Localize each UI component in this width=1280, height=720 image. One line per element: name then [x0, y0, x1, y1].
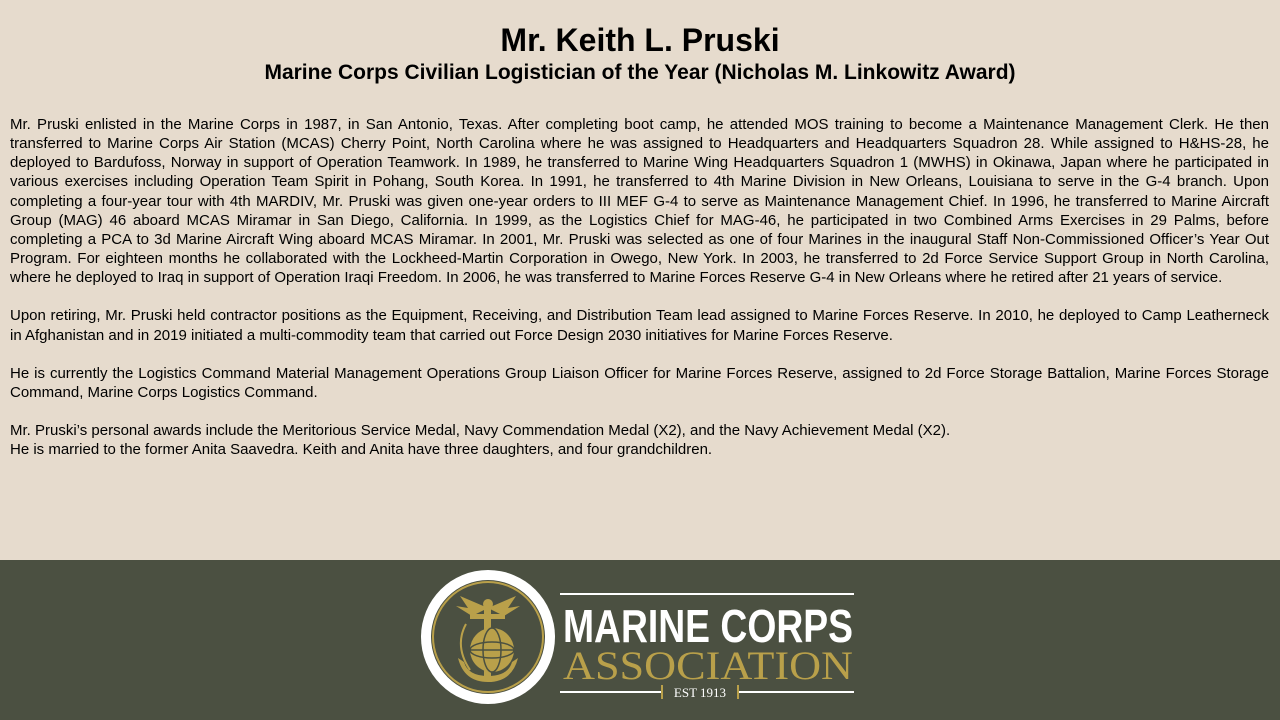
- bio-paragraph-current-role: He is currently the Logistics Command Material Management Operations Group Liaison Officer for Marine Forces Reserve, assigned to 2d Force Storage Battalion, Marine Forces Storage Command, Marine Corps Logistics Command.: [10, 364, 1269, 401]
- slide-header: [0, 21, 1280, 87]
- page-title: Mr. Keith L. Pruski: [500, 22, 780, 58]
- award-subtitle: Marine Corps Civilian Logistician of the Year (Nicholas M. Linkowitz Award): [264, 61, 1016, 84]
- bio-paragraph-service: Mr. Pruski enlisted in the Marine Corps in 1987, in San Antonio, Texas. After completing boot camp, he attended MOS training to become a Maintenance Management Clerk. He then transferred to Marine Corps Air Station (MCAS) Cherry Point, North Carolina where he was assigned to Headquarters and Headquarters Squadron 28. While assigned to H&HS-28, he deployed to Bardufoss, Norway in support of Operation Teamwork. In 1989, he transferred to Marine Wing Headquarters Squadron 1 (MWHS) in Okinawa, Japan where he participated in various exercises including Operation Team Spirit in Pohang, South Korea. In 1991, he transferred to 4th Marine Division in New Orleans, Louisiana to serve in the G-4 branch. Upon completing a four-year tour with 4th MARDIV, Mr. Pruski was given one-year orders to III MEF G-4 to serve as Maintenance Management Chief. In 1996, he transferred to Marine Aircraft Group (MAG) 46 aboard MCAS Miramar in San Diego, California. In 1999, as the Logistics Chief for MAG-46, he participated in two Combined Arms Exercises in 29 Palms, before completing a PCA to 3d Marine Aircraft Wing aboard MCAS Miramar. In 2001, Mr. Pruski was selected as one of four Marines in the inaugural Staff Non-Commissioned Officer’s Year Out Program. For eighteen months he collaborated with the Lockheed-Martin Corporation in Owego, New York. In 2003, he transferred to 2d Force Service Support Group in North Carolina, where he deployed to Iraq in support of Operation Iraqi Freedom. In 2006, he was transferred to Marine Forces Reserve G-4 in New Orleans where he retired after 21 years of service.: [10, 116, 1269, 287]
- logo-est: EST 1913: [673, 685, 727, 700]
- footer-band: [0, 560, 1280, 720]
- wordmark: [560, 594, 854, 700]
- bio-paragraph-awards: Mr. Pruski’s personal awards include the Meritorious Service Medal, Navy Commendation Medal (X2), and the Navy Achievement Medal (X2).: [10, 422, 951, 440]
- logo-line-1: MARINE CORPS: [563, 600, 853, 652]
- logo-line-2: ASSOCIATION: [563, 643, 853, 688]
- biography: [10, 115, 1269, 459]
- emblem-icon: [421, 570, 555, 704]
- bio-paragraph-retirement: Upon retiring, Mr. Pruski held contractor positions as the Equipment, Receiving, and Distribution Team lead assigned to Marine Forces Reserve. In 2010, he deployed to Camp Leatherneck in Afghanistan and in 2019 initiated a multi-commodity team that carried out Force Design 2030 initiatives for Marine Forces Reserve.: [10, 307, 1269, 344]
- mca-logo: [420, 566, 860, 706]
- bio-paragraph-family: He is married to the former Anita Saavedra. Keith and Anita have three daughters, and four grandchildren.: [10, 441, 713, 459]
